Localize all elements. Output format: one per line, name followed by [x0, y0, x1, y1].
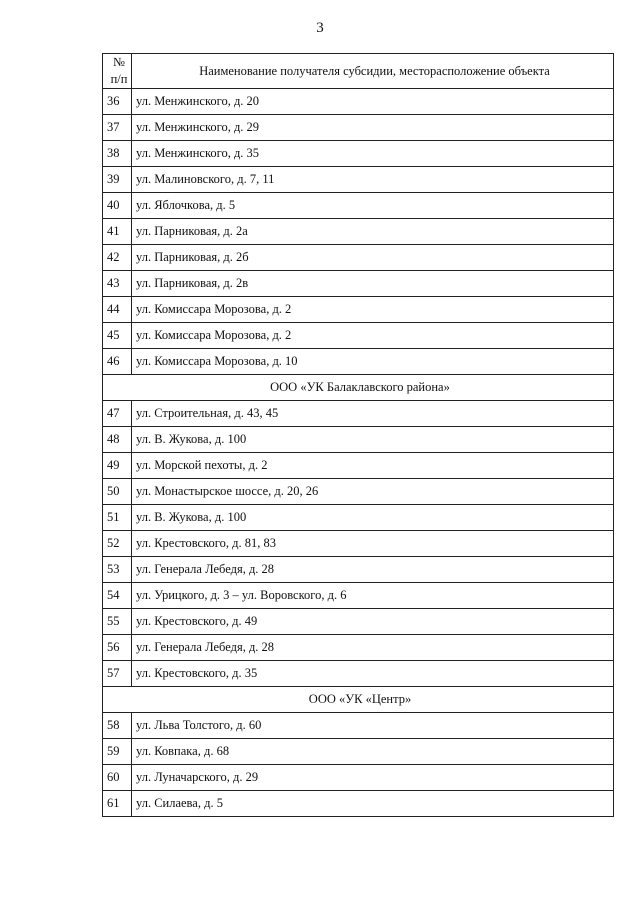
row-number: 52 — [103, 531, 132, 557]
row-number: 56 — [103, 635, 132, 661]
row-address: ул. Луначарского, д. 29 — [132, 765, 614, 791]
row-number: 43 — [103, 271, 132, 297]
subsidy-recipients-table — [102, 53, 614, 817]
row-address: ул. Менжинского, д. 29 — [132, 115, 614, 141]
row-address: ул. Ковпака, д. 68 — [132, 739, 614, 765]
table-body — [103, 89, 614, 817]
row-number: 51 — [103, 505, 132, 531]
row-number: 49 — [103, 453, 132, 479]
row-address: ул. В. Жукова, д. 100 — [132, 505, 614, 531]
table-row — [103, 115, 614, 141]
row-address: ул. Менжинского, д. 35 — [132, 141, 614, 167]
row-address: ул. Генерала Лебедя, д. 28 — [132, 557, 614, 583]
table-row — [103, 531, 614, 557]
table-row — [103, 219, 614, 245]
table-row — [103, 193, 614, 219]
table-row — [103, 453, 614, 479]
row-number: 41 — [103, 219, 132, 245]
page-number: 3 — [316, 20, 324, 36]
table-row — [103, 89, 614, 115]
row-number: 59 — [103, 739, 132, 765]
row-number: 42 — [103, 245, 132, 271]
number-sign: № — [113, 55, 125, 69]
table-row — [103, 297, 614, 323]
table-row — [103, 791, 614, 817]
row-number: 61 — [103, 791, 132, 817]
row-address: ул. Урицкого, д. 3 – ул. Воровского, д. 6 — [132, 583, 614, 609]
table-row — [103, 765, 614, 791]
row-address: ул. Крестовского, д. 35 — [132, 661, 614, 687]
row-number: 36 — [103, 89, 132, 115]
row-address: ул. Малиновского, д. 7, 11 — [132, 167, 614, 193]
table-header-row — [103, 54, 614, 89]
table-row — [103, 583, 614, 609]
table-row — [103, 271, 614, 297]
row-number: 58 — [103, 713, 132, 739]
number-abbrev: п/п — [110, 72, 128, 86]
row-number: 53 — [103, 557, 132, 583]
row-number: 48 — [103, 427, 132, 453]
table-row — [103, 635, 614, 661]
table-row — [103, 401, 614, 427]
row-number: 57 — [103, 661, 132, 687]
row-address: ул. Комиссара Морозова, д. 2 — [132, 297, 614, 323]
row-address: ул. Крестовского, д. 49 — [132, 609, 614, 635]
row-address: ул. Монастырское шоссе, д. 20, 26 — [132, 479, 614, 505]
row-number: 55 — [103, 609, 132, 635]
row-address: ул. Комиссара Морозова, д. 2 — [132, 323, 614, 349]
row-address: ул. В. Жукова, д. 100 — [132, 427, 614, 453]
table-row — [103, 739, 614, 765]
row-address: ул. Парниковая, д. 2а — [132, 219, 614, 245]
column-header-number — [103, 54, 132, 89]
group-header-row — [103, 687, 614, 713]
row-address: ул. Льва Толстого, д. 60 — [132, 713, 614, 739]
row-number: 45 — [103, 323, 132, 349]
row-number: 46 — [103, 349, 132, 375]
row-number: 39 — [103, 167, 132, 193]
table-row — [103, 427, 614, 453]
table-row — [103, 167, 614, 193]
row-address: ул. Комиссара Морозова, д. 10 — [132, 349, 614, 375]
table-row — [103, 349, 614, 375]
row-number: 50 — [103, 479, 132, 505]
table-row — [103, 479, 614, 505]
table-row — [103, 141, 614, 167]
row-address: ул. Строительная, д. 43, 45 — [132, 401, 614, 427]
row-number: 38 — [103, 141, 132, 167]
table-row — [103, 557, 614, 583]
row-address: ул. Парниковая, д. 2б — [132, 245, 614, 271]
row-address: ул. Менжинского, д. 20 — [132, 89, 614, 115]
table-row — [103, 609, 614, 635]
group-header-row — [103, 375, 614, 401]
row-address: ул. Парниковая, д. 2в — [132, 271, 614, 297]
table-row — [103, 323, 614, 349]
table-row — [103, 505, 614, 531]
group-name: ООО «УК «Центр» — [103, 687, 614, 713]
row-address: ул. Яблочкова, д. 5 — [132, 193, 614, 219]
row-number: 44 — [103, 297, 132, 323]
row-address: ул. Генерала Лебедя, д. 28 — [132, 635, 614, 661]
row-address: ул. Крестовского, д. 81, 83 — [132, 531, 614, 557]
row-number: 40 — [103, 193, 132, 219]
row-address: ул. Морской пехоты, д. 2 — [132, 453, 614, 479]
table-row — [103, 713, 614, 739]
column-header-name: Наименование получателя субсидии, месторасположение объекта — [132, 54, 614, 89]
table-row — [103, 661, 614, 687]
row-number: 60 — [103, 765, 132, 791]
table-row — [103, 245, 614, 271]
row-number: 37 — [103, 115, 132, 141]
group-name: ООО «УК Балаклавского района» — [103, 375, 614, 401]
row-number: 54 — [103, 583, 132, 609]
row-address: ул. Силаева, д. 5 — [132, 791, 614, 817]
row-number: 47 — [103, 401, 132, 427]
